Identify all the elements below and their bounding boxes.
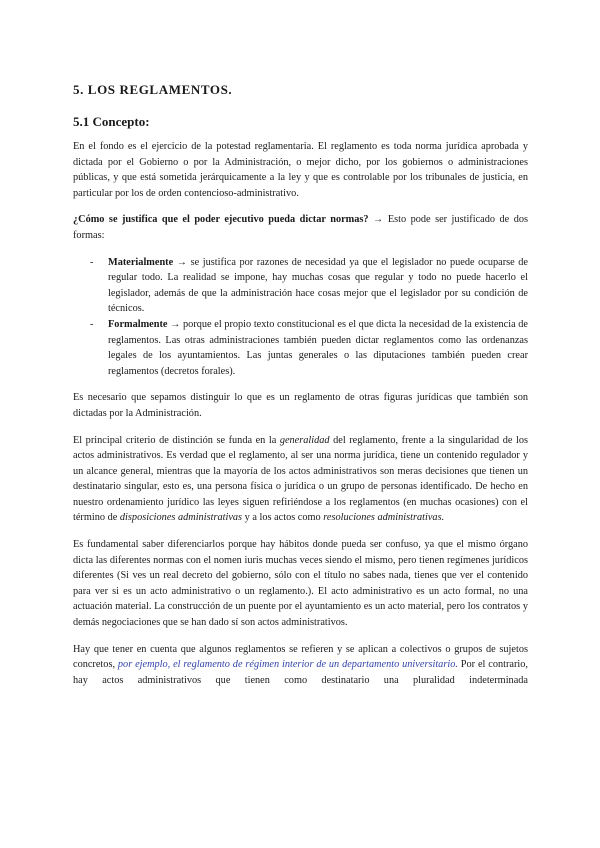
bullet-dash: - xyxy=(90,318,94,330)
criterion-text-a: El principal criterio de distinción se funda en la xyxy=(73,434,280,446)
section-title: 5. LOS REGLAMENTOS. xyxy=(73,82,233,97)
arrow-icon: → xyxy=(176,256,188,268)
list-item-text: porque el propio texto constitucional es el que dicta la necesidad de la existencia de reglamentos. Las otras administraciones también pueden dictar reglamentos como las ordenanzas legales de los ayuntamientos. Las juntas generales o las diputaciones también pueden crear reglamentos (decretos forales). xyxy=(108,318,529,377)
arrow-icon: → xyxy=(373,214,384,226)
term-generalidad: generalidad xyxy=(279,434,330,446)
question-rest: Esto pode ser justificado de dos formas: xyxy=(73,214,528,241)
paragraph-question xyxy=(73,212,528,243)
criterion-text-c: y a los actos como xyxy=(242,512,324,524)
list-item-term: Formalmente xyxy=(108,318,168,330)
subsection-title: 5.1 Concepto: xyxy=(73,114,150,129)
term-resoluciones: resoluciones administrativas. xyxy=(323,512,445,524)
term-disposiciones: disposiciones administrativas xyxy=(119,512,243,524)
arrow-icon: → xyxy=(170,318,181,330)
paragraph-differentiate: Es fundamental saber diferenciarlos porque hay hábitos donde pueda ser confuso, ya que el mismo órgano dicta las diferentes normas con el nomen iuris muchas veces siendo el mismo, pero tienen regímenes jurídicos diferentes (Si ves un real decreto del gobierno, sólo con el título no sabes nada, tienes que ver el contenido para ver si es un acto administrativo o un reglamento.). El acto administrativo es un acto formal, no una actuación material. La construcción de un puente por el ayuntamiento es un acto material, pero los contratos y demás negociaciones que se han dado sí son actos administrativos. xyxy=(73,539,528,629)
paragraph-distinguish: Es necesario que sepamos distinguir lo que es un reglamento de otras figuras jurídicas que también son dictadas por la Administración. xyxy=(73,392,528,419)
list-item-term: Materialmente xyxy=(108,256,174,268)
body-text xyxy=(73,139,528,688)
bullet-dash: - xyxy=(90,256,94,268)
criterion-text-b: del reglamento, frente a la singularidad de los actos administrativos. Es verdad que el reglamento, al ser una norma jurídica, tiene un contenido regulador y un alcance general, mientras que la mayoría de los actos administrativos son meras decisiones que tienen un destinatario singular, esto es, una persona física o jurídica o un grupo de personas identificado. De hecho en nuestro ordenamiento jurídico las leyes siguen refiriéndose a los reglamentos (en muchas ocasiones) con el término de xyxy=(73,434,528,524)
collectives-text-a: Hay que tener en cuenta que algunos reglamentos se refieren y se aplican a colectivos o grupos de sujetos concretos, xyxy=(73,643,528,671)
list-item xyxy=(73,317,528,379)
list-item xyxy=(73,255,528,317)
collectives-text-b: Por el contrario, hay actos administrativos que tienen como destinatario una pluralidad indeterminada xyxy=(73,659,528,686)
paragraph-criterion xyxy=(73,433,528,527)
paragraph-collectives xyxy=(73,642,528,689)
list-item-text: se justifica por razones de necesidad ya que el legislador no puede ocuparse de regular todo. La realidad se impone, hay muchas cosas que regular y todo no puede hacerlo el legislador, además de que la administración hace cosas mejor que el legislador por su condición de técnicos. xyxy=(108,256,528,315)
justification-list xyxy=(73,255,528,380)
question-text: ¿Cómo se justifica que el poder ejecutivo pueda dictar normas? xyxy=(73,214,369,226)
example-highlight: por ejemplo, el reglamento de régimen interior de un departamento universitario. xyxy=(117,659,458,671)
paragraph-definition: En el fondo es el ejercicio de la potestad reglamentaria. El reglamento es toda norma jurídica aprobada y dictada por el Gobierno o por la Administración, o mejor dicho, por los gobiernos o administraciones públicas, y que está sometida jerárquicamente a la ley y que es controlable por los tribunales de justicia, en particular por los de orden contencioso-administrativo. xyxy=(73,141,528,199)
